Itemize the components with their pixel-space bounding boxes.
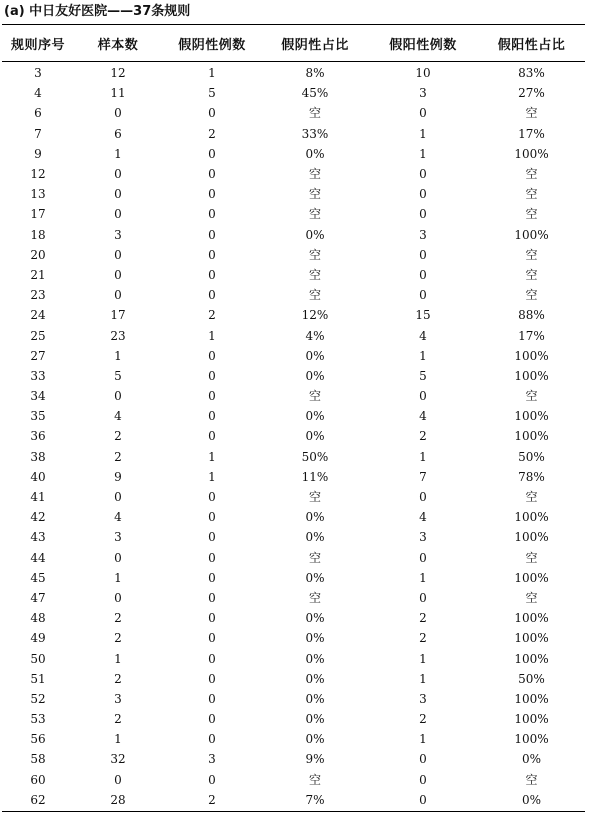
table-row [2,426,585,446]
cell-false-negative-ratio: 空 [308,267,321,282]
cell-false-negative-count: 0 [208,510,216,525]
cell-sample-count: 3 [114,691,122,706]
table-row [2,83,585,103]
cell-sample-count: 6 [114,126,122,141]
cell-false-positive-ratio: 83% [518,66,545,81]
cell-sample-count: 0 [114,106,122,121]
cell-false-positive-count: 3 [419,227,427,242]
cell-false-positive-count: 0 [419,490,427,505]
cell-false-negative-ratio: 0% [305,227,325,242]
cell-false-negative-ratio: 空 [308,167,321,182]
cell-false-positive-ratio: 100% [514,146,549,161]
cell-rule-id: 52 [30,691,46,706]
cell-rule-id: 6 [34,106,42,121]
cell-false-positive-count: 2 [419,611,427,626]
cell-false-negative-count: 0 [208,550,216,565]
cell-sample-count: 4 [114,409,122,424]
cell-false-positive-ratio: 空 [525,187,538,202]
cell-false-negative-ratio: 0% [305,691,325,706]
table-caption: (a) 中日友好医院——37条规则 [4,4,191,19]
table-row [2,386,585,406]
cell-sample-count: 0 [114,247,122,262]
cell-rule-id: 35 [30,409,46,424]
cell-rule-id: 3 [34,66,42,81]
table-row [2,709,585,729]
cell-sample-count: 0 [114,167,122,182]
cell-rule-id: 48 [30,611,46,626]
cell-sample-count: 0 [114,187,122,202]
cell-false-negative-ratio: 0% [305,732,325,747]
rules-table [2,25,585,810]
cell-false-positive-ratio: 100% [514,570,549,585]
cell-false-positive-count: 0 [419,772,427,787]
table-row [2,225,585,245]
cell-false-negative-ratio: 50% [301,449,329,464]
cell-sample-count: 5 [114,368,122,383]
cell-false-negative-count: 0 [208,732,216,747]
cell-false-positive-count: 4 [419,328,427,343]
cell-false-positive-ratio: 100% [514,530,549,545]
cell-false-negative-ratio: 4% [305,328,325,343]
table-row [2,204,585,224]
cell-false-negative-count: 0 [208,570,216,585]
cell-false-positive-ratio: 17% [518,328,545,343]
cell-false-negative-ratio: 12% [301,308,329,323]
cell-false-positive-count: 0 [419,106,427,121]
cell-false-negative-count: 0 [208,207,216,222]
table-row [2,285,585,305]
cell-false-negative-count: 0 [208,227,216,242]
table-row [2,103,585,123]
cell-false-positive-count: 0 [419,590,427,605]
cell-false-positive-count: 15 [415,308,431,323]
cell-false-negative-ratio: 空 [308,288,321,303]
column-header-sample-count: 样本数 [97,37,139,53]
cell-false-negative-count: 0 [208,106,216,121]
cell-rule-id: 17 [30,207,46,222]
cell-rule-id: 41 [30,490,46,505]
cell-false-positive-ratio: 空 [525,490,538,505]
cell-false-positive-count: 0 [419,247,427,262]
cell-false-negative-ratio: 9% [305,752,325,767]
cell-sample-count: 0 [114,772,122,787]
cell-rule-id: 12 [30,167,46,182]
cell-sample-count: 1 [114,651,122,666]
table-row [2,487,585,507]
column-header-false-negative-ratio: 假阴性占比 [281,37,349,53]
cell-sample-count: 11 [110,86,126,101]
cell-false-positive-count: 2 [419,631,427,646]
cell-rule-id: 34 [30,389,46,404]
cell-false-positive-ratio: 空 [525,167,538,182]
cell-false-positive-ratio: 0% [521,752,542,767]
table-row [2,61,585,83]
table-row [2,669,585,689]
table-row [2,406,585,426]
cell-false-positive-ratio: 空 [525,267,538,282]
cell-false-positive-ratio: 空 [525,590,538,605]
cell-false-negative-count: 1 [208,328,216,343]
cell-false-positive-count: 2 [419,429,427,444]
cell-false-positive-count: 1 [419,126,427,141]
cell-rule-id: 43 [30,530,46,545]
cell-rule-id: 47 [30,590,46,605]
table-row [2,265,585,285]
cell-false-positive-ratio: 空 [525,288,538,303]
cell-false-negative-count: 0 [208,490,216,505]
cell-false-negative-count: 0 [208,348,216,363]
cell-false-positive-count: 4 [419,409,427,424]
cell-false-positive-count: 5 [419,368,427,383]
cell-false-positive-ratio: 100% [514,348,549,363]
cell-false-negative-ratio: 0% [305,429,325,444]
cell-sample-count: 0 [114,590,122,605]
cell-false-positive-count: 3 [419,86,427,101]
cell-false-positive-ratio: 100% [514,368,549,383]
table-row [2,568,585,588]
cell-false-negative-ratio: 11% [301,469,329,484]
cell-false-negative-ratio: 45% [301,86,329,101]
cell-sample-count: 2 [114,671,122,686]
cell-false-negative-ratio: 空 [308,389,321,404]
cell-false-negative-ratio: 0% [305,712,325,727]
column-header-false-positive-ratio: 假阳性占比 [497,37,566,53]
cell-sample-count: 1 [114,732,122,747]
cell-false-negative-count: 0 [208,167,216,182]
cell-false-negative-count: 0 [208,409,216,424]
cell-false-negative-ratio: 0% [305,146,325,161]
cell-sample-count: 0 [114,490,122,505]
cell-rule-id: 36 [30,429,46,444]
cell-false-negative-count: 0 [208,267,216,282]
cell-false-negative-count: 0 [208,530,216,545]
cell-false-negative-count: 1 [208,449,216,464]
cell-false-negative-ratio: 空 [308,187,321,202]
table-row [2,648,585,668]
table-row [2,608,585,628]
cell-false-positive-count: 1 [419,449,427,464]
table-row [2,346,585,366]
cell-rule-id: 40 [30,469,46,484]
cell-rule-id: 62 [30,792,46,807]
cell-false-negative-count: 0 [208,429,216,444]
cell-false-negative-count: 0 [208,247,216,262]
column-header-false-positive-count: 假阳性例数 [389,37,457,53]
cell-false-positive-ratio: 空 [525,772,538,787]
table-row [2,245,585,265]
cell-sample-count: 23 [110,328,126,343]
cell-false-positive-count: 0 [419,207,427,222]
cell-false-positive-ratio: 100% [514,611,549,626]
cell-rule-id: 18 [30,227,46,242]
cell-rule-id: 53 [30,712,46,727]
cell-false-positive-ratio: 100% [514,691,549,706]
table-row [2,507,585,527]
cell-rule-id: 9 [34,146,42,161]
cell-false-negative-count: 0 [208,611,216,626]
cell-false-negative-ratio: 空 [308,247,321,262]
table-row [2,366,585,386]
cell-false-positive-count: 0 [419,167,427,182]
cell-false-negative-ratio: 0% [305,510,325,525]
cell-false-positive-count: 1 [419,671,427,686]
cell-sample-count: 1 [114,570,122,585]
table-row [2,164,585,184]
table-row [2,305,585,325]
cell-false-positive-count: 3 [419,530,427,545]
cell-false-positive-ratio: 88% [518,308,545,323]
cell-sample-count: 2 [114,712,122,727]
cell-sample-count: 3 [114,530,122,545]
cell-rule-id: 51 [30,671,46,686]
cell-sample-count: 0 [114,550,122,565]
cell-rule-id: 23 [30,288,46,303]
cell-rule-id: 25 [30,328,46,343]
cell-sample-count: 0 [114,207,122,222]
cell-false-negative-count: 1 [208,66,216,81]
cell-false-positive-count: 0 [419,389,427,404]
table-row [2,770,585,790]
table-row [2,325,585,345]
cell-sample-count: 2 [114,429,122,444]
cell-false-negative-count: 0 [208,631,216,646]
table-row [2,467,585,487]
cell-rule-id: 13 [30,187,46,202]
column-header-false-negative-count: 假阴性例数 [178,37,246,53]
cell-false-negative-count: 0 [208,712,216,727]
table-row [2,527,585,547]
cell-rule-id: 50 [30,651,46,666]
cell-sample-count: 2 [114,631,122,646]
cell-false-positive-count: 1 [419,570,427,585]
cell-false-positive-ratio: 空 [525,550,538,565]
cell-false-positive-ratio: 空 [525,207,538,222]
cell-false-negative-count: 0 [208,772,216,787]
cell-sample-count: 1 [114,146,122,161]
cell-rule-id: 58 [30,752,46,767]
cell-false-negative-ratio: 0% [305,651,325,666]
cell-sample-count: 12 [110,66,126,81]
cell-false-negative-count: 0 [208,590,216,605]
cell-false-positive-count: 7 [419,469,427,484]
cell-false-negative-ratio: 空 [308,207,321,222]
table-row [2,548,585,568]
column-header-rule-id: 规则序号 [10,37,65,53]
cell-false-negative-ratio: 7% [305,792,325,807]
cell-false-negative-ratio: 0% [305,671,325,686]
cell-sample-count: 4 [114,510,122,525]
cell-rule-id: 21 [30,267,46,282]
cell-false-positive-ratio: 100% [514,651,549,666]
cell-false-positive-ratio: 100% [514,429,549,444]
table-row [2,689,585,709]
cell-false-positive-count: 1 [419,348,427,363]
cell-false-negative-ratio: 0% [305,368,325,383]
cell-false-negative-ratio: 0% [305,348,325,363]
cell-false-positive-count: 0 [419,550,427,565]
cell-false-positive-ratio: 78% [518,469,545,484]
cell-false-positive-count: 0 [419,187,427,202]
cell-false-negative-count: 0 [208,288,216,303]
cell-sample-count: 1 [114,348,122,363]
cell-false-negative-count: 2 [208,126,216,141]
cell-false-positive-ratio: 50% [518,671,545,686]
cell-false-positive-ratio: 100% [514,712,549,727]
cell-false-positive-ratio: 空 [525,106,538,121]
cell-false-positive-ratio: 0% [521,792,542,807]
cell-rule-id: 4 [34,86,42,101]
cell-false-negative-count: 0 [208,691,216,706]
cell-false-positive-ratio: 空 [525,247,538,262]
cell-sample-count: 0 [114,389,122,404]
cell-rule-id: 24 [30,308,46,323]
cell-sample-count: 2 [114,611,122,626]
cell-rule-id: 60 [30,772,46,787]
table-row [2,124,585,144]
cell-false-negative-count: 0 [208,146,216,161]
cell-false-positive-count: 0 [419,752,427,767]
cell-false-negative-count: 3 [208,752,216,767]
cell-false-negative-ratio: 0% [305,570,325,585]
table-row [2,144,585,164]
cell-sample-count: 9 [114,469,122,484]
cell-false-positive-count: 3 [419,691,427,706]
cell-false-negative-ratio: 空 [308,550,321,565]
cell-sample-count: 3 [114,227,122,242]
cell-false-negative-ratio: 0% [305,611,325,626]
cell-false-positive-count: 4 [419,510,427,525]
table-row [2,790,585,810]
cell-false-negative-count: 5 [208,86,216,101]
cell-false-positive-ratio: 17% [518,126,545,141]
cell-false-negative-count: 2 [208,308,216,323]
cell-false-positive-ratio: 100% [514,732,549,747]
cell-sample-count: 28 [110,792,126,807]
cell-sample-count: 32 [110,752,126,767]
cell-rule-id: 38 [30,449,46,464]
table-row [2,588,585,608]
cell-false-positive-count: 2 [419,712,427,727]
cell-false-positive-ratio: 100% [514,227,549,242]
cell-false-positive-count: 1 [419,651,427,666]
cell-false-negative-ratio: 空 [308,106,321,121]
cell-rule-id: 45 [30,570,46,585]
cell-rule-id: 56 [30,732,46,747]
cell-false-negative-count: 1 [208,469,216,484]
cell-false-negative-count: 2 [208,792,216,807]
cell-rule-id: 49 [30,631,46,646]
cell-rule-id: 44 [30,550,46,565]
cell-rule-id: 27 [30,348,46,363]
cell-false-positive-count: 1 [419,146,427,161]
cell-false-positive-count: 1 [419,732,427,747]
cell-rule-id: 20 [30,247,46,262]
cell-false-negative-ratio: 0% [305,409,325,424]
table-row [2,184,585,204]
cell-rule-id: 33 [30,368,46,383]
cell-false-positive-count: 0 [419,267,427,282]
cell-false-positive-count: 10 [415,66,431,81]
cell-false-negative-ratio: 空 [308,490,321,505]
table-body [2,61,585,810]
cell-false-negative-count: 0 [208,368,216,383]
cell-rule-id: 7 [34,126,42,141]
cell-false-positive-ratio: 50% [518,449,545,464]
cell-false-negative-ratio: 8% [305,66,325,81]
cell-false-positive-ratio: 100% [514,631,549,646]
bottom-rule [2,811,585,812]
cell-false-positive-ratio: 空 [525,389,538,404]
cell-false-negative-count: 0 [208,389,216,404]
cell-sample-count: 0 [114,288,122,303]
cell-false-negative-count: 0 [208,671,216,686]
cell-false-positive-ratio: 100% [514,510,549,525]
table-header-row [2,25,585,61]
cell-false-negative-ratio: 空 [308,590,321,605]
cell-rule-id: 42 [30,510,46,525]
cell-sample-count: 17 [110,308,126,323]
cell-false-positive-ratio: 100% [514,409,549,424]
cell-false-positive-count: 0 [419,288,427,303]
cell-false-negative-ratio: 0% [305,631,325,646]
cell-sample-count: 0 [114,267,122,282]
table-row [2,729,585,749]
cell-false-positive-count: 0 [419,792,427,807]
cell-false-positive-ratio: 27% [518,86,545,101]
cell-false-negative-ratio: 33% [301,126,329,141]
cell-false-negative-ratio: 0% [305,530,325,545]
table-row [2,447,585,467]
cell-sample-count: 2 [114,449,122,464]
table-row [2,749,585,769]
cell-false-negative-count: 0 [208,651,216,666]
cell-false-negative-ratio: 空 [308,772,321,787]
cell-false-negative-count: 0 [208,187,216,202]
table-row [2,628,585,648]
